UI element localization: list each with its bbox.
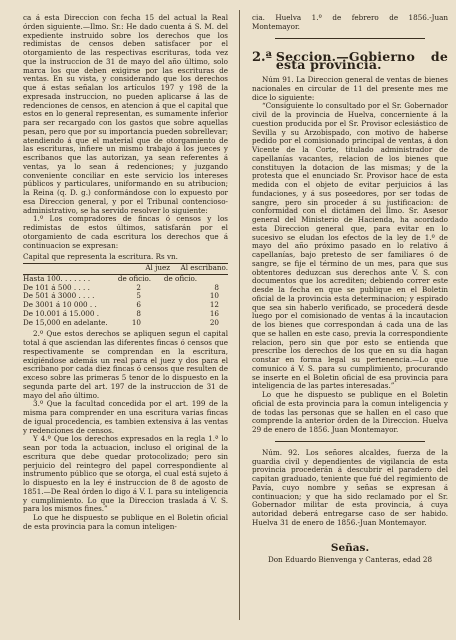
row-judge: 6 [136,300,141,309]
header-capital: Capital que representa la escritura. Rs vn. [23,252,178,262]
row-scribe: 8 [214,282,219,292]
right-paragraph: “Consiguiente lo consultado por el Sr. Gobernador civil de la provincia de Huelva, concerniente á la cuestion producida por el Sr. Provisor eclesiástico de Sevilla y su Arzobispado, con motivo de haberse pedido por el comisionado principal de ventas, á don Vicente de la Corte, titulado administrador de capellanías vacantes, relacion de los bienes que constituyen la dotacion de las mismas; y de la protesta que el enunciado Sr. Provisor hace de esta medida con el objeto de evitar perjuicios á las fundaciones, y á sus poseedores, por ser todas de sangre, pero sin proceder á su justificacion: de conformidad con el dictámen del Ilmo. Sr. Asesor general del Ministerio de Hacienda, ha acordado esta Direccion general que, para evitar en lo sucesivo se eludan los efectos de la ley de 1.º de mayo del año próximo pasado en lo relativo á capellanías, bajo pretesto de ser familiares ó de sangre, se fije el término de un mes, para que sus obtentores deduzcan sus derechos ante V. S. con documentos que los acrediten; debiendo correr este desde la fecha en que se publique en el Boletin oficial de la provincia esta determinacion; y espirado que sea sin haberlo verificado, se procederá desde luego por el comisionado de ventas á la incautacion de los bienes que correspondan á cada una de las que se hallen en este caso, previa la correspondiente relacion, pero sin que por esto se entienda que prescribe los derechos de los que en su día hagan constar en forma legal su pertenencia.—Lo que comunico á V. S. para su cumplimiento, procurando se inserte en el Boletin oficial de esa provincia para inteligencia de las partes interesadas.” [252,101,448,391]
right-column [252,14,448,565]
column-divider [239,10,240,620]
signature-name: Don Eduardo Bienvenga y Canteras, edad 28 [267,555,433,565]
table-row [23,319,228,328]
row-scribe: 12 [209,300,219,309]
row-judge: 10 [131,317,141,327]
row-scribe: 10 [209,291,219,301]
header-judge: Al juez [145,263,170,272]
left-paragraph: Lo que he dispuesto se publique en el Boletin oficial de esta provincia para la comun inteligen- [23,513,228,531]
row-judge: de oficio. [117,273,151,283]
header-scribe: Al escribano. [180,263,228,272]
right-paragraph: Núm. 92. Los señores alcaldes, fuerza de la guardia civil y dependientes de vigilancia de esta provincia procederán á descubrir el paradero del capitan graduado, teniente que fué del regimiento de Pavía, cuyo nombre y señas se expresan á continuacion; y que ha sido reclamado por el Sr. Gobernador militar de esta provincia, á cuya autoridad deberá entregarse caso de ser habido. Huelva 31 de enero de 1856.-Juan Montemayor. [252,447,448,527]
separator-rule [275,441,425,442]
row-range: De 15,000 en adelante. [23,317,108,327]
row-scribe: 20 [209,317,219,327]
row-judge: 2 [136,282,141,292]
left-paragraph: 2.º Que estos derechos se apliquen segun el capital total á que asciendan las diferentes fincas ó censos que respectivamente se comprendan en la escritura, exigiéndose además un real para el juez y dos para el escribano por cada diez fincas ó censos que resulten de exceso sobre las primeras 5 tenor de lo dispuesto en la segunda parte del art. 197 de la instruccion de 31 de mayo del año último. [23,329,228,400]
section-title: Seccion.—Gobierno de esta provincia. [275,48,448,73]
row-judge: 8 [136,308,141,318]
left-paragraph: 3.º Que la facultad concedida por el art. 199 de la misma para comprender en una escritura varias fincas de igual procedencia, es tambien extensiva á las ventas y redenciones de censos. [23,399,228,435]
row-scribe: 16 [209,308,219,318]
row-range: De 501 á 3000 . . . . [23,291,95,301]
row-range: De 3001 á 10 000 . . [23,300,97,309]
left-paragraph: ca á esta Direccion con fecha 15 del actual la Real órden siguiente.—Ilmo. Sr.: He dado cuenta á S. M. del expediente instruido sobre los derechos que los redimistas de censos deben satisfacer por el otorgamiento de las respectivas escrituras, toda vez que la instruccion de 31 de mayo del año último, solo marca los que deben exigirse por las escrituras de ventas. En su vista, y considerando que los derechos que á estas señalan los artículos 197 y 198 de la expresada instruccion, no pueden aplicarse á las de redenciones de censos, en atencion á que el capital que estos en lo general representan, es sumamente inferior para ser recargado con los gastos que sobre aquellas pesan, pero que por su importancia pueden sobrellevar; atendiendo á que el material que de otorgamiento de las escrituras, infiere un mismo trabajo á los jueces y escribanos que las autorizan, ya sean referentes á ventas, ya lo sean á redenciones; y juzgando conveniente conciliar en este servicio los intereses públicos y particulares, uniformando en su atribucion; la Reina (q. D. g.) conformándose con lo expuesto por esa Direccion general, y por el Tribunal contencioso-administrativo, se ha servido resolver lo siguiente: [23,13,228,215]
row-judge: 5 [136,291,141,301]
fee-table [23,253,228,327]
row-range: De 101 á 500 . . . . [23,282,90,292]
right-paragraph: Lo que he dispuesto se publique en el Boletin oficial de esta provincia para la comun inteligencia y de todas las personas que se hallen en el caso que comprende la anterior órden de la Direccion. Huelva 29 de enero de 1856. Juan Montemayor. [252,390,448,434]
right-top-paragraph: cia. Huelva 1.º de febrero de 1856.-Juan Montemayor. [252,13,448,31]
section-heading [252,48,448,73]
row-range: Hasta 100. . . . . . . [23,273,91,283]
left-paragraph: 1.º Los compradores de fincas ó censos y los redimistas de estos últimos, satisfarán por el otorgamiento de cada escritura los derechos que á continuacion se expresan: [23,214,228,250]
left-paragraph: Y 4.º Que los derechos expresados en la regla 1.ª lo sean por toda la actuacion, incluso el original de la escritura que debe quedar protocolizado; pero sin perjuicio del reintegro del papel correspondiente al instrumento público que se otorga, el cual está sujeto á lo dispuesto en la ley é instruccion de 8 de agosto de 1851.—De Real órden lo digo á V. I. para su inteligencia y cumplimiento. Lo que la Direccion traslada á V. S. para los mismos fines.” [23,434,228,514]
left-column [23,14,228,532]
section-number: 2.ª [252,49,272,65]
right-paragraph: Núm 91. La Direccion general de ventas de bienes nacionales en circular de 11 del presente mes me dice lo siguiente: [252,75,448,102]
section-rule [275,38,425,39]
row-scribe: de oficio. [163,273,197,283]
signature-heading: Señas. [330,541,370,554]
row-range: De 10.001 á 15.000 . [23,308,100,318]
